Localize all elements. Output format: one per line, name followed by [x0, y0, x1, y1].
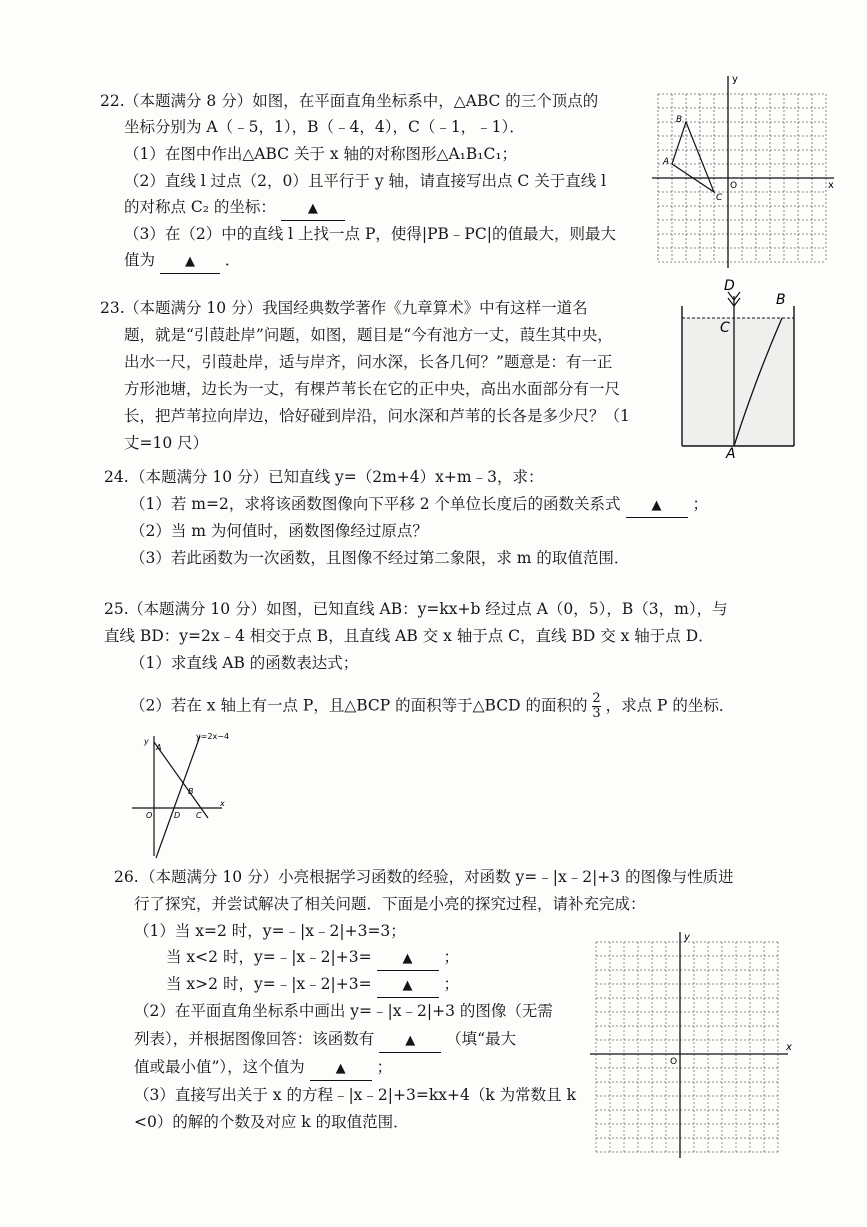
point-b-label: B [188, 787, 194, 796]
q22-part-3a: （3）在（2）中的直线 l 上找一点 P，使得|PB﹣PC|的值最大，则最大 [124, 225, 616, 243]
blank-triangle-icon: ▲ [402, 978, 413, 993]
q26-part-1c [166, 973, 459, 998]
fraction-denominator: 3 [592, 706, 601, 721]
q26-part-1: （1）当 x=2 时，y=﹣|x﹣2|+3=3； [134, 922, 406, 940]
q26-part-2b-tail: （填“最大 [446, 1030, 517, 1048]
blank-triangle-icon: ▲ [405, 1033, 416, 1048]
origin-label: O [670, 1057, 678, 1067]
y-axis-label: y [732, 74, 738, 85]
q26-part-2b-text: 列表），并根据图像回答：该函数有 [134, 1030, 375, 1048]
q26-part-3a: （3）直接写出关于 x 的方程﹣|x﹣2|+3=kx+4（k 为常数且 k [134, 1086, 576, 1104]
point-c-label: C [196, 811, 202, 820]
triangle-abc [672, 122, 714, 192]
q24-line-1: （本题满分 10 分）已知直线 y=（2m+4）x+m﹣3，求： [130, 468, 544, 486]
q22-part-2a: （2）直线 l 过点（2，0）且平行于 y 轴，请直接写出点 C 关于直线 l [124, 172, 607, 190]
q22-line-1: （本题满分 8 分）如图，在平面直角坐标系中，△ABC 的三个顶点的 [124, 92, 599, 110]
answer-blank[interactable] [377, 946, 439, 971]
q23-line-3: 出水一尺，引葭赴岸，适与岸齐，问水深，长各几何？”题意是：有一正 [124, 353, 613, 371]
q26-part-2b [134, 1028, 516, 1053]
q22-part-2b [124, 196, 345, 221]
origin-label: O [146, 811, 153, 820]
q26-coordinate-grid [588, 930, 798, 1160]
point-a-label: A [663, 157, 670, 167]
q25-part-1: （1）求直线 AB 的函数表达式； [130, 654, 359, 672]
point-b-label: B [776, 292, 786, 308]
q23-line-6: 丈=10 尺） [124, 434, 209, 452]
point-a-label: A [726, 446, 736, 458]
y-axis-label: y [684, 932, 690, 943]
q25-number: 25. [104, 600, 129, 618]
blank-triangle-icon: ▲ [651, 498, 662, 513]
blank-triangle-icon: ▲ [335, 1061, 346, 1076]
line-bd-label: y=2x−4 [196, 732, 230, 741]
point-c-label: C [720, 320, 730, 336]
blank-triangle-icon: ▲ [402, 951, 413, 966]
q24-number: 24. [104, 468, 129, 486]
point-c-label: C [716, 193, 723, 203]
q26-part-1c-text: 当 x>2 时，y=﹣|x﹣2|+3= [166, 975, 372, 993]
fraction-two-thirds [592, 692, 600, 721]
q26-line-1: （本题满分 10 分）小亮根据学习函数的经验，对函数 y=﹣|x﹣2|+3 的图像与性质进 [140, 868, 734, 886]
point-d-label: D [724, 278, 735, 294]
q24-part-3: （3）若此函数为一次函数，且图像不经过第二象限，求 m 的取值范围． [130, 549, 630, 567]
q25-part-2-end: ，求点 P 的坐标． [605, 696, 735, 715]
q26-line-2: 行了探究，并尝试解决了相关问题．下面是小亮的探究过程，请补充完成： [134, 895, 646, 913]
q22-coordinate-grid [652, 72, 837, 270]
q25-line-1: （本题满分 10 分）如图，已知直线 AB：y=kx+b 经过点 A（0，5），B（3，m），与 [128, 600, 728, 618]
x-axis-label: x [786, 1042, 792, 1053]
q22-part-3b-text: 值为 [124, 251, 156, 269]
q24-part-2: （2）当 m 为何值时，函数图像经过原点？ [130, 522, 428, 540]
q25-line-graph [128, 730, 238, 860]
q23-line-4: 方形池塘，边长为一丈，有棵芦苇长在它的正中央，高出水面部分有一尺 [124, 380, 621, 398]
x-axis-label: x [828, 180, 834, 191]
q25-part-2 [130, 692, 734, 721]
q26-part-2c [134, 1056, 392, 1081]
q23-line-5: 长，把芦苇拉向岸边，恰好碰到岸沿，问水深和芦苇的长各是多少尺？（1 [124, 407, 630, 425]
q26-part-2c-end: ； [376, 1058, 393, 1076]
blank-triangle-icon: ▲ [307, 201, 318, 216]
q22-part-3b [124, 249, 240, 274]
q22-part-2b-text: 的对称点 C₂ 的坐标： [124, 198, 276, 216]
q23-pond-figure [676, 278, 806, 458]
answer-blank[interactable] [626, 493, 688, 518]
answer-blank[interactable] [281, 196, 345, 221]
answer-blank[interactable] [310, 1056, 372, 1081]
q26-semicolon: ； [443, 975, 459, 993]
blank-triangle-icon: ▲ [184, 254, 195, 269]
q24-part-1-text: （1）若 m=2，求将该函数图像向下平移 2 个单位长度后的函数关系式 [130, 495, 621, 513]
q24-part-1 [130, 493, 708, 518]
q23-line-2: 题，就是“引葭赴岸”问题，如图，题目是“今有池方一丈，葭生其中央， [124, 326, 613, 344]
q26-part-1b-text: 当 x<2 时，y=﹣|x﹣2|+3= [166, 948, 372, 966]
q26-part-2c-text: 值或最小值”），这个值为 [134, 1058, 305, 1076]
q23-number: 23. [100, 299, 125, 317]
q22-end-mark: ． [224, 251, 241, 269]
y-axis-label: y [144, 737, 149, 746]
q26-part-3b: <0）的解的个数及对应 k 的取值范围． [134, 1113, 409, 1131]
q25-part-2-text: （2）若在 x 轴上有一点 P，且△BCP 的面积等于△BCD 的面积的 [130, 696, 588, 715]
q22-part-1: （1）在图中作出△ABC 关于 x 轴的对称图形△A₁B₁C₁； [124, 145, 518, 163]
q22-line-2: 坐标分别为 A（﹣5，1），B（﹣4，4），C（﹣1，﹣1）． [124, 118, 525, 136]
q24-part-1-end: ； [692, 495, 708, 513]
q26-part-1b [166, 946, 459, 971]
answer-blank[interactable] [379, 1028, 441, 1053]
q26-number: 26. [114, 868, 139, 886]
point-b-label: B [676, 115, 683, 125]
q22-number: 22. [100, 92, 125, 110]
q25-line-2: 直线 BD：y=2x﹣4 相交于点 B，且直线 AB 交 x 轴于点 C，直线 BD 交 x 轴于点 D． [104, 627, 714, 645]
x-axis-label: x [220, 799, 225, 808]
q23-line-1: （本题满分 10 分）我国经典数学著作《九章算术》中有这样一道名 [124, 299, 588, 317]
answer-blank[interactable] [377, 973, 439, 998]
point-d-label: D [174, 811, 181, 820]
q26-part-2a: （2）在平面直角坐标系中画出 y=﹣|x﹣2|+3 的图像（无需 [134, 1002, 553, 1020]
fraction-numerator: 2 [592, 691, 601, 706]
q26-semicolon: ； [443, 948, 459, 966]
point-a-label: A [156, 743, 162, 752]
answer-blank[interactable] [160, 249, 220, 274]
origin-label: O [730, 181, 738, 191]
